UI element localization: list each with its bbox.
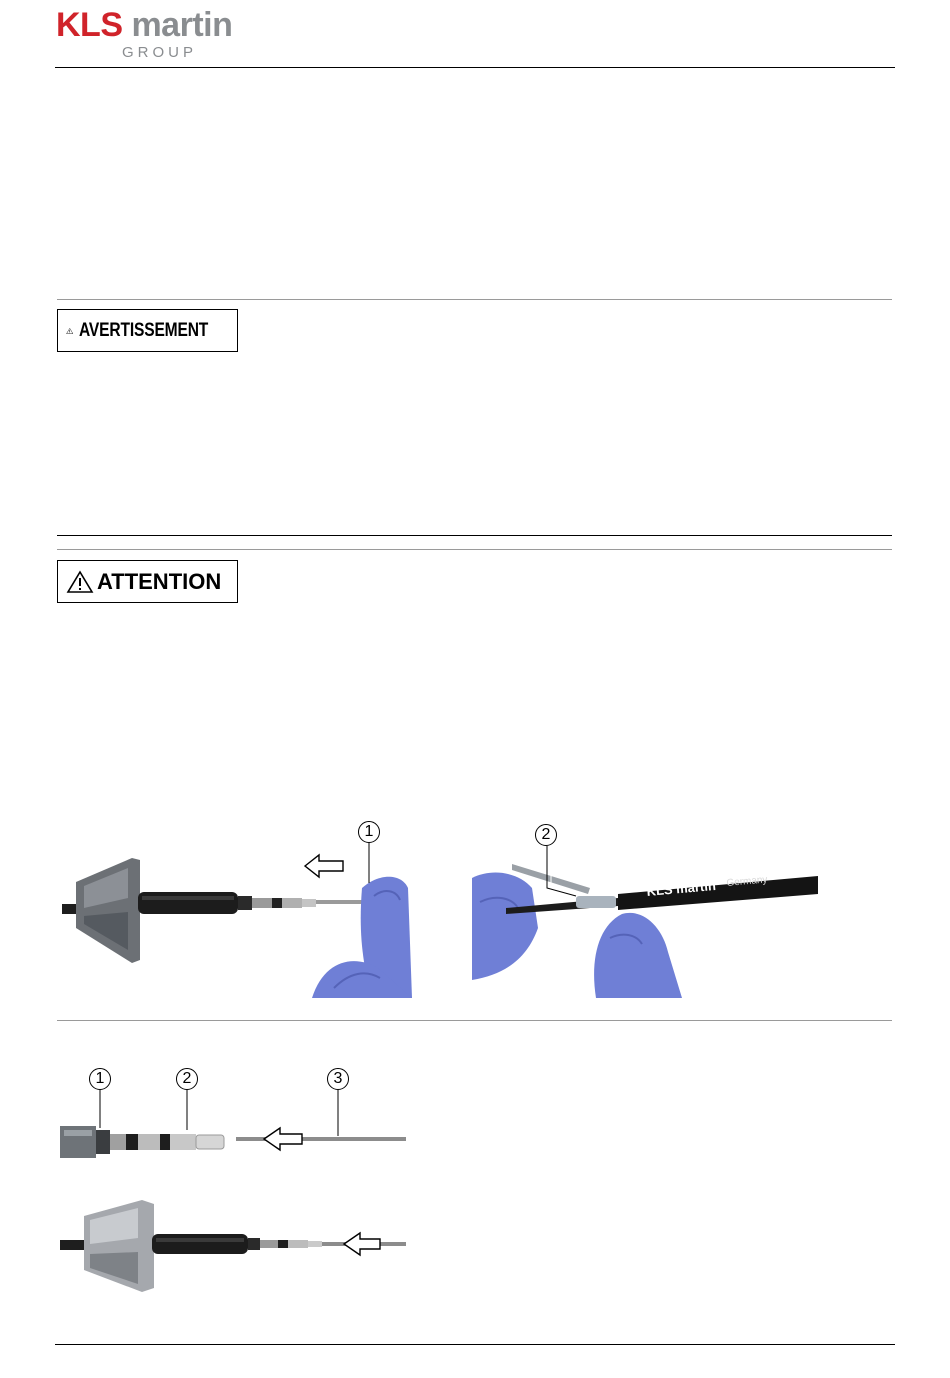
logo-group: GROUP bbox=[122, 44, 198, 61]
assembled-instrument-illustration bbox=[60, 1198, 410, 1293]
callout-2-leader bbox=[540, 846, 580, 898]
warning-triangle-icon bbox=[66, 319, 73, 343]
callout-1-leader bbox=[360, 843, 372, 885]
footer-rule bbox=[55, 1344, 895, 1345]
header-rule bbox=[55, 67, 895, 68]
shaft-country-text: Germany bbox=[726, 874, 768, 889]
insert-parts-illustration bbox=[60, 1090, 410, 1162]
shaft-jaw-illustration bbox=[472, 848, 820, 998]
figure-divider bbox=[57, 1020, 892, 1021]
caution-signal-panel bbox=[57, 560, 238, 603]
warning-signal-panel bbox=[57, 309, 238, 352]
callout-2-top: 2 bbox=[535, 824, 557, 846]
callout-1-top: 1 bbox=[358, 821, 380, 843]
logo-kls: KLS bbox=[56, 6, 123, 44]
warning-label: AVERTISSEMENT bbox=[79, 319, 209, 341]
callout-3-bottom: 3 bbox=[327, 1068, 349, 1090]
caution-triangle-icon bbox=[66, 570, 94, 594]
logo-wordmark bbox=[56, 8, 276, 42]
logo-martin: martin bbox=[131, 6, 233, 44]
callout-2-bottom: 2 bbox=[176, 1068, 198, 1090]
callout-1-bottom: 1 bbox=[89, 1068, 111, 1090]
arrow-left-icon bbox=[303, 853, 345, 879]
company-logo bbox=[56, 8, 276, 64]
warning-bottom-rule bbox=[57, 535, 892, 536]
shaft-brand-text: KLS martin bbox=[646, 877, 717, 899]
photo-detach-jaw bbox=[472, 848, 820, 998]
caution-top-rule bbox=[57, 549, 892, 550]
caution-label: ATTENTION bbox=[97, 568, 222, 594]
warning-top-rule bbox=[57, 299, 892, 300]
